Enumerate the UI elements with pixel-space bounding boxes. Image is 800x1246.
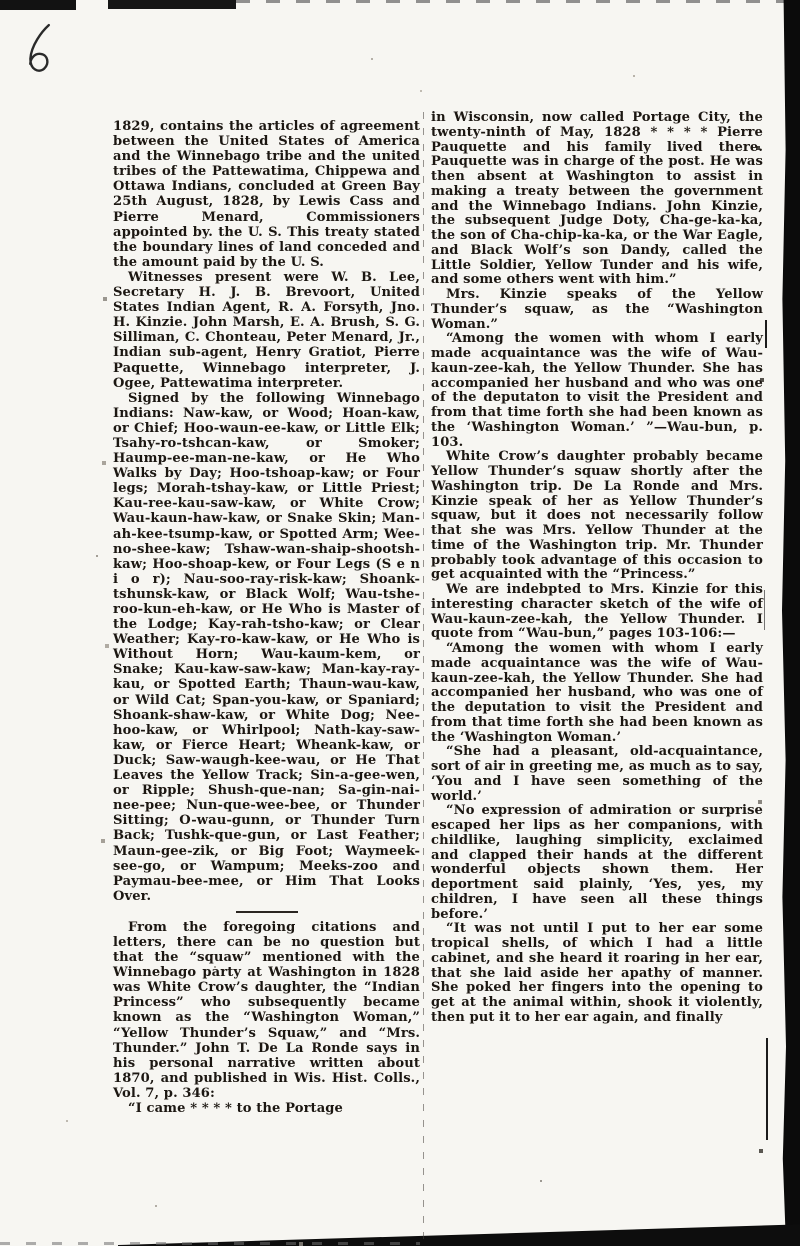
- paragraph-waubun-quote-4: “It was not until I put to her ear some tropical shells, of which I had a little cabinet, and she heard it roaring in her ear, that she laid aside her apathy of manner. She poked her fingers into the opening to get at the animal within, shook it violently, then put it to her ear again, and finally: [431, 921, 763, 1025]
- paragraph-treaty-articles: 1829, contains the articles of agreement between the United States of America and the Winnebago tribe and the united tribes of the Pattewatima, Chippewa and Ottawa Indians, concluded at Green Bay 25th August, 1828, by Lewis Cass and Pierre Menard, Commissioners appointed by. the U. S. This treaty stated the boundary lines of land conceded and the amount paid by the U. S.: [113, 119, 420, 270]
- paragraph-waubun-quote-2: “She had a pleasant, old-acquaintance, sort of air in greeting me, as much as to say, ‘You and I have seen something of the world.’: [431, 744, 763, 804]
- paragraph-indebted: We are indebpted to Mrs. Kinzie for this interesting character sketch of the wife of Wau-kaun-zee-kah, the Yellow Thunder. I quote from “Wau-bun,” pages 103-106:—: [431, 582, 763, 642]
- scan-edge-bottom-dots: [0, 1242, 420, 1245]
- paragraph-de-la-ronde-quote: in Wisconsin, now called Portage City, the twenty-ninth of May, 1828 * * * * Pierre Pauquette and his family lived there. Pauquette was in charge of the post. He was then absent at Washington to assist in making a treaty between the government and the Winnebago Indians. John Kinzie, the subsequent Judge Doty, Cha-ge-ka-ka, the son of Cha-chip-ka-ka, or the War Eagle, and Black Wolf’s son Dandy, called the Little Soldier, Yellow Tunder and his wife, and some others went with him.”: [431, 110, 763, 288]
- paragraph-conclusion: From the foregoing citations and letters, there can be no question but that the “squaw” mentioned with the Winnebago party at Washington in 1828 was White Crow’s daughter, the “Indian Princess” who subsequently became known as the “Washington Woman,” “Yellow Thunder’s Squaw,” and “Mrs. Thunder.” John T. De La Ronde says in his personal narrative written about 1870, and published in Wis. Hist. Colls., Vol. 7, p. 346:: [113, 919, 420, 1101]
- paragraph-waubun-103: “Among the women with whom I early made acquaintance was the wife of Wau-kaun-zee-kah, the Yellow Thunder. She has accompanied her husband and who was one of the deputaton to visit the President and from that time forth she had been known as the ‘Washington Woman.’ ”—Wau-bun, p. 103.: [431, 331, 763, 450]
- rule-fragment: [764, 590, 765, 630]
- rule-fragment: [765, 320, 767, 348]
- paragraph-mrs-kinzie: Mrs. Kinzie speaks of the Yellow Thunder’s squaw, as the “Washington Woman.”: [431, 287, 763, 332]
- scan-edge-top-line: [236, 0, 800, 3]
- paragraph-white-crows-daughter: White Crow’s daughter probably became Yellow Thunder’s squaw shortly after the Washington trip. De La Ronde and Mrs. Kinzie speak of her as Yellow Thunder’s squaw, but it does not necessarily follow that she was Mrs. Yellow Thunder at the time of the Washington trip. Mr. Thunder probably took advantage of this occasion to get acquainted with the “Princess.”: [431, 449, 763, 583]
- paragraph-waubun-quote-1: “Among the women with whom I early made acquaintance was the wife of Wau-kaun-zee-kah, the Yellow Thunder. She had accompanied her husband, who was one of the deputation to visit the President and from that time forth she had been known as the ‘Washington Woman.’: [431, 641, 763, 745]
- paper-speckles: [0, 0, 2, 2]
- scan-edge-right: [780, 0, 800, 1246]
- paragraph-witnesses: Witnesses present were W. B. Lee, Secretary H. J. B. Brevoort, United States Indian Agent, R. A. Forsyth, Jno. H. Kinzie. John Marsh, E. A. Brush, S. G. Silliman, C. Chonteau, Peter Menard, Jr., Indian sub-agent, Henry Gratiot, Pierre Paquette, Winnebago interpreter, J. Ogee, Pattewatima interpreter.: [113, 269, 420, 391]
- scan-edge-top-left-2: [108, 0, 236, 9]
- right-column: [431, 111, 763, 1026]
- paragraph-signers-list: Signed by the following Winnebago Indians: Naw-kaw, or Wood; Hoan-kaw, or Chief; Hoo-waun-ee-kaw, or Little Elk; Tsahy-ro-tshcan-kaw, or Smoker; Haump-ee-man-ne-kaw, or He Who Walks by Day; Hoo-tshoap-kaw; or Four legs; Morah-tshay-kaw, or Little Priest; Kau-ree-kau-saw-kaw, or White Crow; Wau-kaun-haw-kaw, or Snake Skin; Man-ah-kee-tsump-kaw, or Spotted Arm; Wee-no-shee-kaw; Tshaw-wan-shaip-shootsh-kaw; Hoo-shoap-kew, or Four Legs (S e n i o r); Nau-soo-ray-risk-kaw; Shoank-tshunsk-kaw, or Black Wolf; Wau-tshe-roo-kun-eh-kaw, or He Who is Master of the Lodge; Kay-rah-tsho-kaw; or Clear Weather; Kay-ro-kaw-kaw, or He Who is Without Horn; Wau-kaum-kem, or Snake; Kau-kaw-saw-kaw; Man-kay-ray-kau, or Spotted Earth; Thaun-wau-kaw, or Wild Cat; Span-you-kaw, or Spaniard; Shoank-shaw-kaw, or White Dog; Nee-hoo-kaw, or Whirlpool; Nath-kay-saw-kaw, or Fierce Heart; Wheank-kaw, or Duck; Saw-waugh-kee-wau, or He That Leaves the Yellow Track; Sin-a-gee-wen, or Ripple; Shush-que-nan; Sa-gin-nai-nee-pee; Nun-que-wee-bee, or Thunder Sitting; O-wau-gunn, or Thunder Turn Back; Tushk-que-gun, or Last Feather; Maun-gee-zik, or Big Foot; Waymeek-see-go, or Wampum; Meeks-zoo and Paymau-bee-mee, or Him That Looks Over.: [113, 390, 420, 904]
- paragraph-quote-opening: “I came * * * * to the Portage: [128, 1101, 343, 1116]
- section-divider-rule: [236, 911, 298, 913]
- handwritten-page-number: [16, 21, 64, 79]
- left-column: [113, 119, 420, 1116]
- column-divider-rule: [423, 112, 424, 1240]
- paragraph-waubun-quote-3: “No expression of admiration or surprise escaped her lips as her companions, with childlike, laughing simplicity, exclaimed and clapped their hands at the different wonderful objects shown them. Her deportment said plainly, ‘Yes, yes, my children, I have seen all these things before.’: [431, 803, 763, 922]
- rule-fragment: [766, 1038, 768, 1140]
- scan-edge-top-left: [0, 0, 76, 10]
